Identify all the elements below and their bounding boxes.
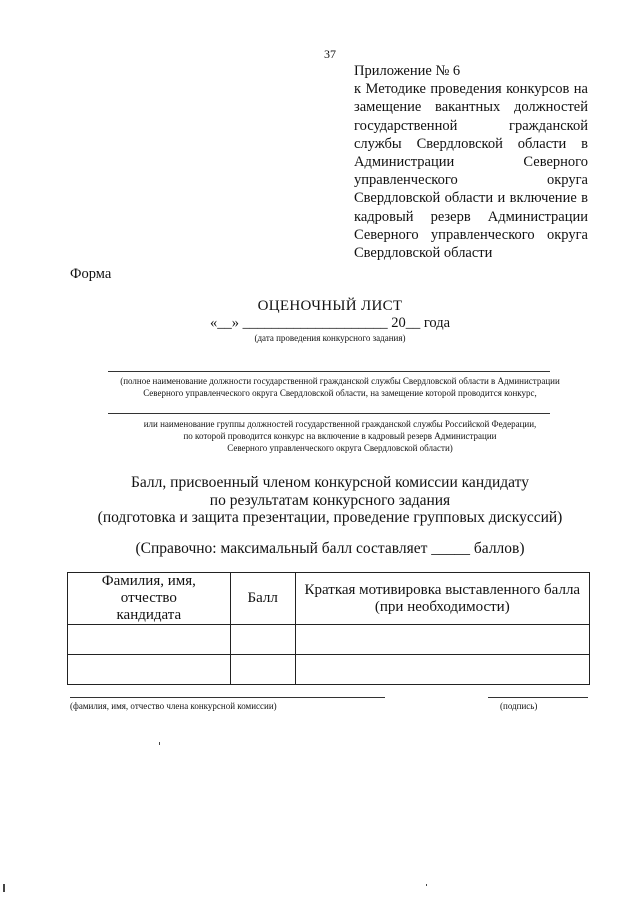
position-line — [108, 371, 550, 372]
scan-speck — [3, 884, 5, 892]
appendix-title: Приложение № 6 — [354, 63, 461, 79]
group-caption-line: или наименование группы должностей государственной гражданской службы Российской Федерации, — [143, 419, 537, 429]
header-justification — [295, 573, 589, 625]
score-cell[interactable] — [230, 625, 295, 655]
score-table — [67, 572, 590, 685]
candidate-name-cell[interactable] — [68, 625, 231, 655]
scan-speck — [159, 742, 160, 745]
sheet-title: ОЦЕНОЧНЫЙ ЛИСТ — [257, 298, 403, 314]
group-caption — [60, 418, 620, 454]
header-text: Балл — [247, 590, 278, 606]
candidate-name-cell[interactable] — [68, 655, 231, 685]
group-line — [108, 413, 550, 414]
signature-caption: (подпись) — [500, 701, 538, 711]
signature-line — [488, 697, 588, 698]
header-text: Фамилия, имя, отчество — [101, 573, 196, 606]
member-name-line — [70, 697, 385, 698]
score-heading — [60, 474, 600, 527]
header-score — [230, 573, 295, 625]
max-score-reference: (Справочно: максимальный балл составляет _____ баллов) — [135, 540, 525, 557]
appendix-body: к Методике проведения конкурсов на замещение вакантных должностей государственной гражданской службы Свердловской области в Администрации Северного управленческого округа Свердловской области и включение в кадровый резерв Администрации Северного управленческого округа Свердловской области — [354, 81, 588, 262]
header-text: Краткая мотивировка выставленного балла — [304, 581, 581, 598]
score-heading-line: Балл, присвоенный членом конкурсной комиссии кандидату — [131, 474, 529, 491]
table-row — [68, 655, 590, 685]
score-heading-line: (подготовка и защита презентации, проведение групповых дискуссий) — [97, 509, 563, 526]
header-text: (при необходимости) — [374, 598, 510, 615]
header-text: кандидата — [116, 607, 182, 623]
justification-cell[interactable] — [295, 655, 589, 685]
page-number: 37 — [324, 47, 336, 61]
score-heading-line: по результатам конкурсного задания — [209, 491, 451, 509]
member-name-caption: (фамилия, имя, отчество члена конкурсной комиссии) — [70, 701, 277, 711]
score-cell[interactable] — [230, 655, 295, 685]
table-header-row — [68, 573, 590, 625]
appendix-block — [354, 62, 588, 262]
table-row — [68, 625, 590, 655]
justification-cell[interactable] — [295, 625, 589, 655]
position-caption — [60, 375, 620, 399]
group-caption-line: по которой проводится конкурс на включение в кадровый резерв Администрации — [183, 431, 497, 441]
group-caption-line: Северного управленческого округа Свердловской области) — [227, 443, 453, 453]
date-caption: (дата проведения конкурсного задания) — [254, 333, 406, 343]
position-caption-line: Северного управленческого округа Свердловской области, на замещение которой проводится конкурс, — [143, 388, 537, 398]
form-label: Форма — [70, 266, 112, 282]
scan-speck — [426, 884, 427, 886]
header-candidate-name — [68, 573, 231, 625]
date-line: «__» ____________________ 20__ года — [209, 315, 451, 331]
position-caption-line: (полное наименование должности государственной гражданской службы Свердловской области в Администрации — [120, 376, 560, 386]
